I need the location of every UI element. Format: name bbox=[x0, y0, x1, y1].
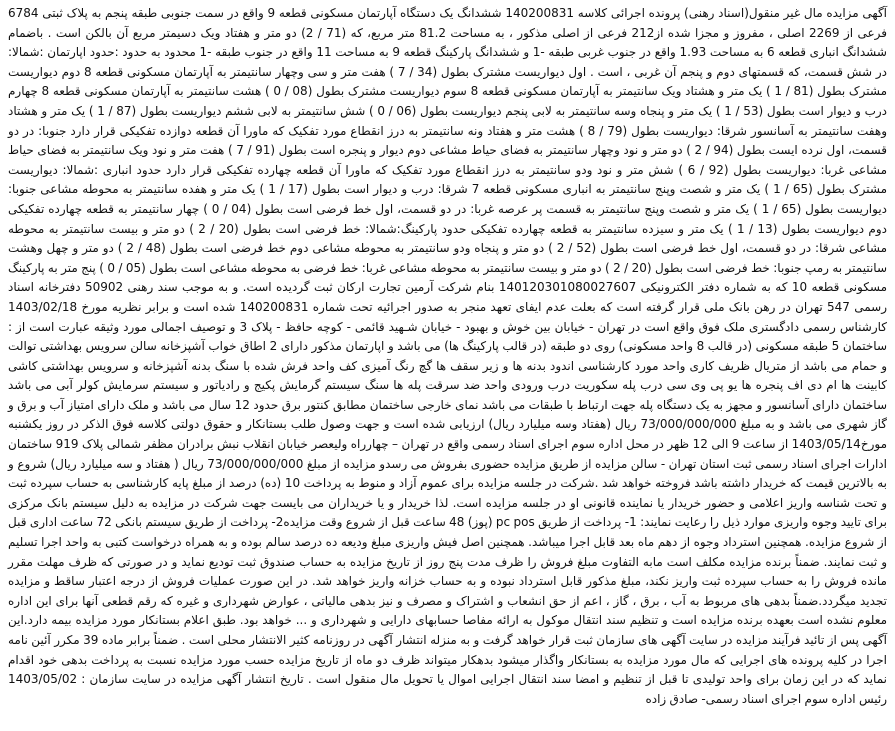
notice-body bbox=[8, 4, 887, 709]
notice-body-text: آگهی مزایده مال غیر منقول(اسناد رهنی) پرونده اجرائی کلاسه 140200831 ششدانگ یک دستگاه آپارتمان مسکونی قطعه 9 واقع در سمت جنوبی طبقه پنجم به پلاک ثبتی 6784 فرعی از 2269 اصلی ، مفروز و مجزا شده از212 فرعی از اصلی مذکور ، به مساحت 81.2 متر مربع، که (71 / 2) دو متر و هفتاد ویک دسیمتر مربع آن بالکن است . باضمام ششدانگ انباری قطعه 6 به مساحت 1.93 واقع در جنوب غربی طبقه -1 و ششدانگ پارکینگ قطعه 9 به مساحت 11 واقع در جنوب طبقه -1 محدود به حدود :حدود اپارتمان :شمالا: در شش قسمت، که قسمتهای دوم و پنجم آن غربی ، است . اول دیواریست مشترک بطول (34 / 7 ) هفت متر و سی وچهار سانتیمتر به آپارتمان مسکونی قطعه 8 دوم دیواریست مشترک بطول (81 / 1 ) یک متر و هشتاد ویک سانتیمتر به آپارتمان مسکونی قطعه 8 سوم دیواریست مشترک بطول (08 / 0 ) هشت سانتیمتر به آپارتمان مسکونی قطعه 8 چهارم درب و دیوار است بطول (53 / 1 ) یک متر و پنجاه وسه سانتیمتر به لابی پنجم دیواریست بطول (06 / 0 ) شش سانتیمتر به لابی ششم دیواریست بطول (87 / 1 ) یک متر و هشتاد وهفت سانتیمتر به آسانسور شرقا: دیواریست بطول (79 / 8 ) هشت متر و هفتاد ونه سانتیمتر به درز انقطاع مورد تفکیک که ماورا آن قطعه دوازده تفکیکی قرار دارد جنوبا: در دو قسمت، اول نرده ایست بطول (94 / 2 ) دو متر و نود وچهار سانتیمتر به فضای حیاط مشاعی دوم دیوار و پنجره است بطول (91 / 7 ) هفت متر و نود ویک سانتیمتر به فضای حیاط مشاعی غربا: دیواریست بطول (92 / 6 ) شش متر و نود ودو سانتیمتر به درز انقطاع مورد تفکیک که ماورا آن قطعه چهارده تفکیکی قرار دارد حدود انباری :شمالا: دیواریست مشترک بطول (65 / 1 ) یک متر و شصت وپنج سانتیمتر به انباری مسکونی قطعه 7 شرقا: درب و دیوار است بطول (17 / 1 ) یک متر و هفده سانتیمتر به محوطه مشاعی جنوبا: دیواریست بطول (65 / 1 ) یک متر و شصت وپنج سانتیمتر به قسمت پر عرصه غربا: در دو قسمت، اول خط فرضی است بطول (04 / 0 ) چهار سانتیمتر به قطعه چهارده تفکیکی دوم دیواریست بطول (13 / 1 ) یک متر و سیزده سانتیمتر به قطعه چهارده تفکیکی حدود پارکینگ:شمالا: خط فرضی است بطول (20 / 2 ) دو متر و بیست سانتیمتر به محوطه مشاعی شرقا: در دو قسمت، اول خط فرضی است بطول (52 / 2 ) دو متر و پنجاه ودو سانتیمتر به محوطه مشاعی دوم خط فرضی است بطول (48 / 2 ) دو متر و چهل وهشت سانتیمتر به رمپ جنوبا: خط فرضی است بطول (20 / 2 ) دو متر و بیست سانتیمتر به محوطه مشاعی غربا: خط فرضی به محوطه مشاعی است بطول (05 / 0 ) پنج متر به پارکینگ مسکونی قطعه 10 که به شماره دفتر الکترونیکی 140120301080027607 بنام شرکت آرمین تجارت ارکان ثبت گردیده است. و به موجب سند رهنی 50902 دفترخانه اسناد رسمی 547 تهران در رهن بانک ملی قرار گرفته است که بعلت عدم ایفای تعهد منجر به صدور اجرائیه تحت شماره 140200831 شده است و برابر نظریه مورخ 1403/02/18 کارشناس رسمی دادگستری ملک فوق واقع است در تهران - خیابان بین خوش و بهبود - خیابان شـهید قائمی - کوچه حافظ - پلاک 3 و توصیف اجمالی مورد وثیقه عبارت است از : ساختمان 5 طبقه مسکونی (در قالب 8 واحد مسکونی) روی دو طبقه (در قالب پارکینگ ها) می باشد و اپارتمان مذکور دارای 2 اطاق خواب آشپزخانه سالن سرویس بهداشتی توالت و حمام می باشد از متریال ظریف کاری واحد مورد کارشناسی اندود بدنه ها و زیر سقف ها گچ رنگ آمیزی کف واحد فرش شده با سنگ بدنه آشپزخانه و سرویس بهداشتی کاشی کابینت ها ام دی اف پنجره ها یو پی وی سی درب پله سکوریت درب ورودی واحد ضد سرقت پله ها سنگ سیستم گرمایش پکیج و رادیاتور و سیستم سرمایش کولر آبی می باشد ساختمان دارای آسانسور و مجهز به یک دستگاه پله جهت ارتباط با طبقات می باشد نمای خارجی ساختمان مطابق کنتور برق حدود 12 سال می باشد و ملک دارای امتیاز آب و برق و گاز شهری می باشد و به مبلغ 73/000/000/000 ریال (هفتاد وسه میلیارد ریال) ارزیابی شده است و جهت وصول طلب بستانکار و حقوق دولتی کلاسه فوق الذکر در روز یکشنبه مورخ1403/05/14 از ساعت 9 الی 12 ظهر در محل اداره سوم اجرای اسناد رسمی واقع در تهران – چهارراه ولیعصر خیابان انقلاب نبش برادران مظفر شمالی پلاک 919 ساختمان ادارات اجرای اسناد رسمی ثبت استان تهران - سالن مزایده از طریق مزایده حضوری بفروش می رسدو مزایده از مبلغ 73/000/000/000 ریال ( هفتاد و سه میلیارد ریال) شروع و به بالاترین قیمت که خریدار داشته باشد فروخته خواهد شد .شرکت در جلسه مزایده برای عموم آزاد و منوط به پرداخت 10 (ده) درصد از مبلغ پایه کارشناسی به حساب سپرده ثبت و تحت شناسه واریز اعلامی و حضور خریدار یا نماینده قانونی او در جلسه مزایده است. لذا خریدار و یا خریداران می بایست جهت شرکت در مزایده به دلیل سیستم بانک مرکزی برای تایید وجوه واریزی موارد ذیل را رعایت نمایند: 1- پرداخت از طریق pc pos (پوز) 48 ساعت قبل از شروع وقت مزایده2- پرداخت از طریق سیستم بانکی 72 ساعت اداری قبل از شروع مزایده. همچنین استرداد وجوه از دهم ماه بعد قابل اجرا میباشد. همچنین اصل فیش واریزی مبلغ ودیعه ده درصد سالم بوده و به همراه درخواست کتبی به واحد اجرا تسلیم و ثبت نمایند. ضمناً برنده مزایده مکلف است مابه التفاوت مبلغ فروش را ظرف مدت پنج روز از تاریخ مزایده به حساب صندوق ثبت تودیع نماید و در صورتی که ظرف مهلت مقرر مانده فروش را به حساب سپرده ثبت واریز نکند، مبلغ مذکور قابل استرداد نبوده و به حساب خزانه واریز خواهد شد. در این صورت عملیات فروش از درجه اعتبار ساقط و مزایده تجدید میگردد.ضمناً بدهی های مربوط به آب ، برق ، گاز ، اعم از حق انشعاب و اشتراک و مصرف و نیز بدهی مالیاتی ، عوارض شهرداری و غیره که رقم قطعی آنها برای این اداره معلوم نشده است بعهده برنده مزایده است و تنظیم سند انتقال موکول به ارائه مفاصا حسابهای دارایی و شهرداری و ... خواهد بود. طبق اعلام بستانکار مورد مزایده بیمه دارد.این آگهی پس از تائید فرآیند مزایده در سایت آگهی های سازمان ثبت قرار خواهد گرفت و به منزله انتشار آگهی در روزنامه کثیر الانتشار محلی است . ضمناً برابر ماده 39 مکرر آئین نامه اجرا در کلیه پرونده های اجرایی که مال مورد مزایده به بستانکار واگذار میشود بدهکار میتواند ظرف دو ماه از تاریخ مزایده حسب مورد مزایده نسبت به پرداخت بدهی خود اقدام نماید که در این زمان برای واحد تولیدی تا قبل از تنظیم و امضا سند انتقال اجرایی اموال یا تحویل مال منقول است . تاریخ انتشار آگهی مزایده در سایت سازمان : 1403/05/02 رئیس اداره سوم اجرای اسناد bbox=[8, 6, 888, 706]
auction-notice bbox=[8, 4, 887, 709]
notice-signature: رسمی- صادق زاده bbox=[645, 691, 739, 706]
